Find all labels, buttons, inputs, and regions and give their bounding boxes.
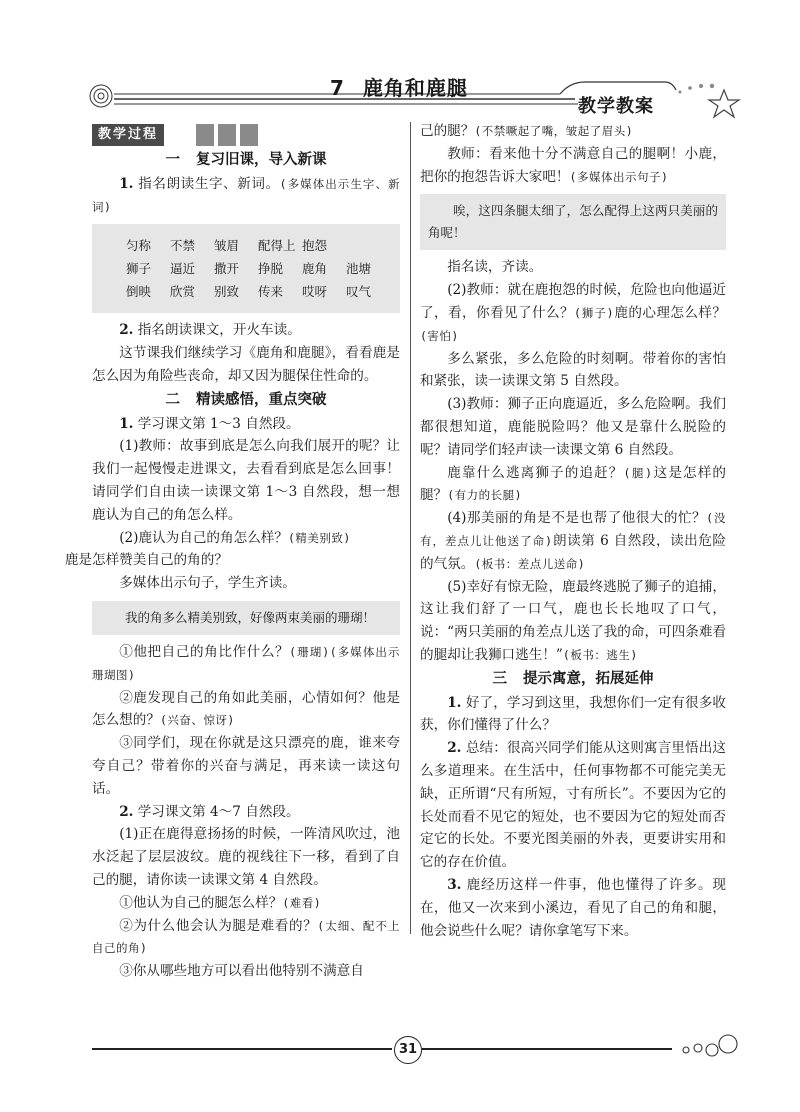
vocabulary-word: 传来 xyxy=(258,284,284,300)
vocabulary-word: 别致 xyxy=(214,284,240,300)
spiral-ornament-icon xyxy=(90,85,112,107)
badge-square xyxy=(196,124,214,146)
paragraph: 这节课我们继续学习《鹿角和鹿腿》，看看鹿是怎么因为角险些丧命，却又因为腿保住性命的。 xyxy=(92,345,400,384)
bubbles-ornament-icon xyxy=(676,1030,746,1070)
vocabulary-word: 池塘 xyxy=(346,261,372,277)
vocabulary-word: 匀称 xyxy=(126,238,152,254)
star-icon xyxy=(709,90,739,117)
paragraph: ③同学们，现在你就是这只漂亮的鹿，谁来夸夸自己？带着你的兴奋与满足，再来读一读这句话。 xyxy=(92,735,400,797)
paragraph: ③你从哪些地方可以看出他特别不满意自 xyxy=(119,963,364,980)
vocabulary-grid xyxy=(100,230,392,307)
paragraph: ②鹿发现自己的角如此美丽，心情如何？他是怎么想的？(兴奋、惊讶) xyxy=(92,689,400,729)
page-number: 31 xyxy=(394,1036,422,1064)
vocabulary-word: 鹿角 xyxy=(302,261,328,277)
vocabulary-word: 配得上 xyxy=(258,238,296,254)
section-heading: 一 复习旧课，导入新课 xyxy=(165,152,327,168)
vocabulary-word: 哎呀 xyxy=(302,284,328,300)
paragraph: (1)正在鹿得意扬扬的时候，一阵清风吹过，池水泛起了层层波纹。鹿的视线往下一移，看到了自己的腿，请你读一读课文第 4 自然段。 xyxy=(92,826,400,888)
paragraph: 3. 鹿经历这样一件事，他也懂得了许多。现在，他又一次来到小溪边，看见了自己的角和腿，他会说些什么呢？请你拿笔写下来。 xyxy=(420,876,726,939)
paragraph: (1)教师：故事到底是怎么向我们展开的呢？让我们一起慢慢走进课文，去看看到底是怎么回事！请同学们自由读一读课文第 1～3 自然段，想一想鹿认为自己的角怎么样。 xyxy=(92,438,400,523)
paragraph: 指名读，齐读。 xyxy=(447,259,543,276)
vocabulary-word: 抱怨 xyxy=(302,238,328,254)
quote-box: 唉，这四条腿太细了，怎么配得上这两只美丽的角呢！ xyxy=(420,194,726,250)
paragraph: ②为什么他会认为腿是难看的？(太细、配不上自己的角) xyxy=(92,917,400,956)
vocabulary-word: 挣脱 xyxy=(258,261,284,277)
paragraph: 多么紧张，多么危险的时刻啊。带着你的害怕和紧张，读一读课文第 5 自然段。 xyxy=(420,350,726,390)
paragraph: 2. 总结：很高兴同学们能从这则寓言里悟出这么多道理来。在生活中，任何事物都不可能完美无缺，正所谓“尺有所短，寸有所长”。不要因为它的长处而看不见它的短处，也不要因为它的短处而否定它的长处。不要光图美丽的外表，更要讲实用和它的存在价值。 xyxy=(420,740,727,871)
vocabulary-word: 不禁 xyxy=(170,238,196,254)
section-badge-row xyxy=(92,120,400,148)
paragraph: (4)那美丽的角是不是也帮了他很大的忙？(没有，差点儿让他送了命)朗读第 6 自然段，读出危险的气氛。(板书：差点儿送命) xyxy=(420,510,726,572)
quote-box: 我的角多么精美别致，好像两束美丽的珊瑚！ xyxy=(92,601,400,635)
paragraph: 1. 学习课文第 1～3 自然段。 xyxy=(119,415,300,432)
lesson-title-text: 鹿角和鹿腿 xyxy=(362,76,468,100)
footer-rule-left xyxy=(92,1048,392,1050)
column-divider xyxy=(410,122,411,934)
paragraph: 1. 好了，学习到这里，我想你们一定有很多收获，你们懂得了什么？ xyxy=(420,694,727,734)
paragraph: 2. 学习课文第 4～7 自然段。 xyxy=(119,803,300,820)
paragraph: (5)幸好有惊无险，鹿最终逃脱了狮子的追捕，这让我们舒了一口气，鹿也长长地叹了口气，说：“两只美丽的角差点儿送了我的命，可四条难看的腿却让我狮口逃生！”(板书：逃生) xyxy=(420,578,727,663)
section-heading: 二 精读感悟，重点突破 xyxy=(165,391,327,408)
badge-square xyxy=(240,124,258,146)
paragraph: (3)教师：狮子正向鹿逼近，多么危险啊。我们都很想知道，鹿能脱险吗？他又是靠什么脱险的呢？请同学们轻声读一读课文第 6 自然段。 xyxy=(420,396,726,458)
paragraph: 多媒体出示句子，学生齐读。 xyxy=(119,575,296,592)
paragraph: ①他认为自己的腿怎么样？(难看) xyxy=(119,894,322,911)
paragraph: (2)鹿认为自己的角怎么样？(精美别致) 鹿是怎样赞美自己的角的？ xyxy=(64,529,351,569)
vocabulary-word: 逼近 xyxy=(170,261,196,277)
vocabulary-word: 皱眉 xyxy=(214,238,240,254)
paragraph: 鹿靠什么逃离狮子的追赶？(腿)这是怎样的腿？(有力的长腿) xyxy=(420,464,727,504)
footer-rule-right xyxy=(422,1048,672,1050)
lesson-title xyxy=(330,72,468,101)
paragraph: 己的腿？(不禁噘起了嘴，皱起了眉头) xyxy=(420,123,634,139)
vocabulary-word: 叹气 xyxy=(346,284,372,300)
paragraph: 1. 指名朗读生字、新词。(多媒体出示生字、新词) xyxy=(92,175,400,214)
left-column xyxy=(64,120,400,983)
paragraph: 教师：看来他十分不满意自己的腿啊！小鹿，把你的抱怨告诉大家吧！(多媒体出示句子) xyxy=(420,145,726,185)
lesson-number: 7 xyxy=(330,76,345,100)
section-heading: 三 提示寓意，拓展延伸 xyxy=(492,670,654,687)
vocabulary-word: 狮子 xyxy=(126,261,152,277)
badge-square xyxy=(218,124,236,146)
dots-ornament-icon xyxy=(679,84,715,94)
vocabulary-word xyxy=(346,234,390,257)
right-column xyxy=(420,120,726,942)
paragraph: ①他把自己的角比作什么？(珊瑚)(多媒体出示珊瑚图) xyxy=(92,643,400,682)
paragraph: 2. 指名朗读课文，开火车读。 xyxy=(119,322,301,339)
vocabulary-word: 欣赏 xyxy=(170,284,196,300)
vocabulary-word: 倒映 xyxy=(126,284,152,300)
paragraph: (2)教师：就在鹿抱怨的时候，危险也向他逼近了，看，你看见了什么？(狮子)鹿的心理怎么样？(害怕) xyxy=(420,282,727,343)
band-label: 教学教案 xyxy=(578,96,654,117)
section-badge: 教学过程 xyxy=(92,124,164,146)
vocabulary-word: 撒开 xyxy=(214,261,240,277)
vocabulary-box xyxy=(92,224,400,313)
